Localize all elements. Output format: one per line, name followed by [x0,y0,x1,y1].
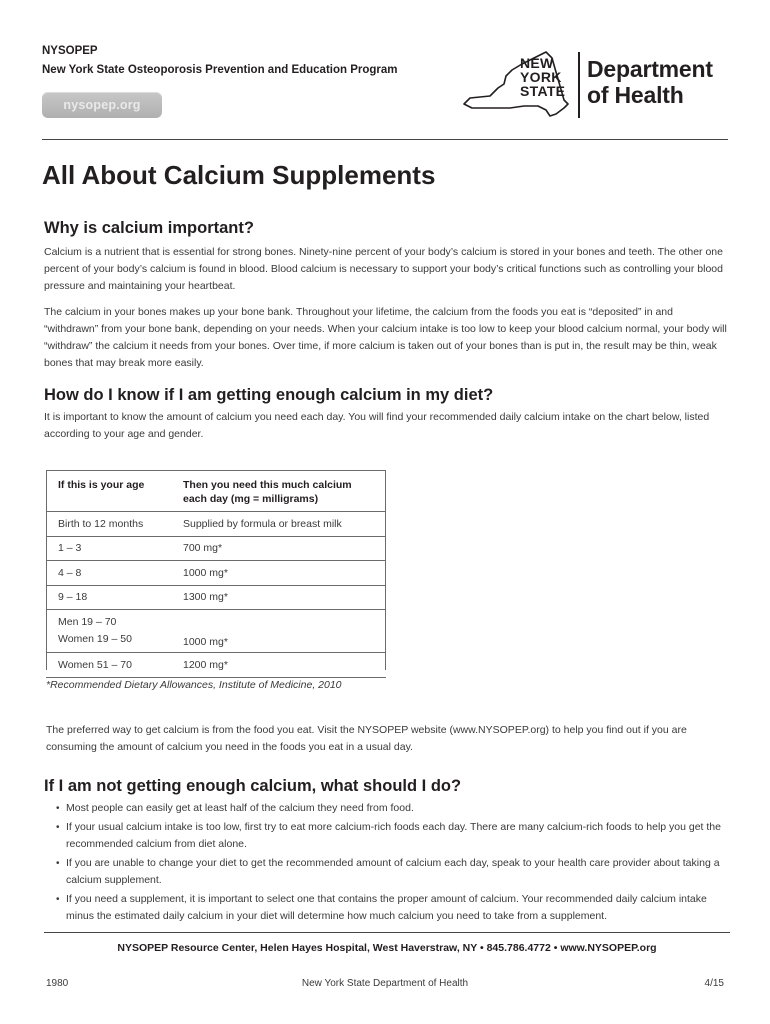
amount-cell: 1300 mg* [171,585,386,610]
org-name: NYSOPEP [42,45,98,57]
amount-cell: 1000 mg* [171,610,386,653]
list-item: • If your usual calcium intake is too low, first try to eat more calcium-rich foods each day. There are many calcium-rich foods to help you get the recommended calcium from diet alone. [44,819,728,853]
table-row [46,585,386,610]
age-cell [46,610,171,653]
amount-cell: 1000 mg* [171,561,386,586]
footer-divider [44,932,730,933]
paragraph: It is important to know the amount of calcium you need each day. You will find your recommended daily calcium intake on the chart below, listed according to your age and gender. [44,411,710,440]
page-header [42,44,728,140]
list-item: • Most people can easily get at least half of the calcium they need from food. [44,800,728,817]
column-header-age: If this is your age [46,471,171,512]
nys-line-1: NEW [520,55,554,71]
section-enough-calcium [44,385,728,443]
nys-doh-logo [460,46,728,122]
table-header-row [46,471,386,512]
section-what-to-do [44,776,728,927]
section-why-calcium [44,218,728,372]
paragraph: The calcium in your bones makes up your bone bank. Throughout your lifetime, the calcium from the foods you eat is “deposited” in and “withdrawn” from your bone bank, depending on your needs. When your calcium intake is too low to keep your blood calcium normal, your body will “withdraw” the calcium it needs from your bones. Over time, if more calcium is taken out of your bones than is put in, the result may be thin, weak bones that may break more easily. [44,306,727,369]
section-heading: Why is calcium important? [44,219,254,237]
calcium-intake-table [46,470,386,678]
nys-wordmark [520,56,565,98]
header-divider [42,139,728,140]
logo-divider [578,52,580,118]
age-cell: Women 51 – 70 [46,653,171,678]
age-line: Men 19 – 70 [58,616,117,628]
table-row [46,512,386,537]
amount-cell: Supplied by formula or breast milk [171,512,386,537]
age-line: Women 19 – 50 [58,633,132,645]
table-row [46,536,386,561]
table-row [46,561,386,586]
age-cell: Birth to 12 months [46,512,171,537]
age-cell: 4 – 8 [46,561,171,586]
doh-line-2: of Health [587,82,684,108]
website-button[interactable]: nysopep.org [42,92,162,118]
column-header-amount: Then you need this much calcium each day (mg = milligrams) [171,471,386,512]
list-item: • If you are unable to change your diet to get the recommended amount of calcium each day, speak to your health care provider about taking a calcium supplement. [44,855,728,889]
recommendation-list [44,800,728,925]
amount-cell: 1200 mg* [171,653,386,678]
publication-date: 4/15 [704,978,724,989]
nys-line-3: STATE [520,83,566,99]
table-row [46,610,386,653]
list-item: • If you need a supplement, it is important to select one that contains the proper amount of calcium. Your recommended daily calcium intake minus the estimated daily calcium in your diet will determine how much calcium you need to take from a supplement. [44,891,728,925]
resource-center-line: NYSOPEP Resource Center, Helen Hayes Hospital, West Haverstraw, NY • 845.786.4772 • www.NYSOPEP.org [117,942,657,954]
doh-line-1: Department [587,56,713,82]
nys-line-2: YORK [520,69,562,85]
paragraph: Calcium is a nutrient that is essential for strong bones. Ninety-nine percent of your body’s calcium is stored in your bones and teeth. The other one percent of your body’s calcium is found in blood. Blood calcium is necessary to support your body’s critical functions such as controlling your blood pressure and maintaining your heartbeat. [44,246,723,292]
table-row [46,653,386,678]
publication-code: 1980 [46,978,69,989]
program-name: New York State Osteoporosis Prevention and Education Program [42,64,398,76]
age-cell: 1 – 3 [46,536,171,561]
amount-cell: 700 mg* [171,536,386,561]
agency-name: New York State Department of Health [301,978,469,989]
age-cell: 9 – 18 [46,585,171,610]
section-heading: How do I know if I am getting enough calcium in my diet? [44,386,494,404]
department-of-health-wordmark [587,56,713,108]
section-heading: If I am not getting enough calcium, what should I do? [44,777,462,795]
page-title: All About Calcium Supplements [42,160,436,190]
paragraph: The preferred way to get calcium is from the food you eat. Visit the NYSOPEP website (www.NYSOPEP.org) to help you find out if you are consuming the amount of calcium you need in the foods you eat in a usual day. [46,724,687,753]
table-footnote: *Recommended Dietary Allowances, Institute of Medicine, 2010 [46,679,342,691]
